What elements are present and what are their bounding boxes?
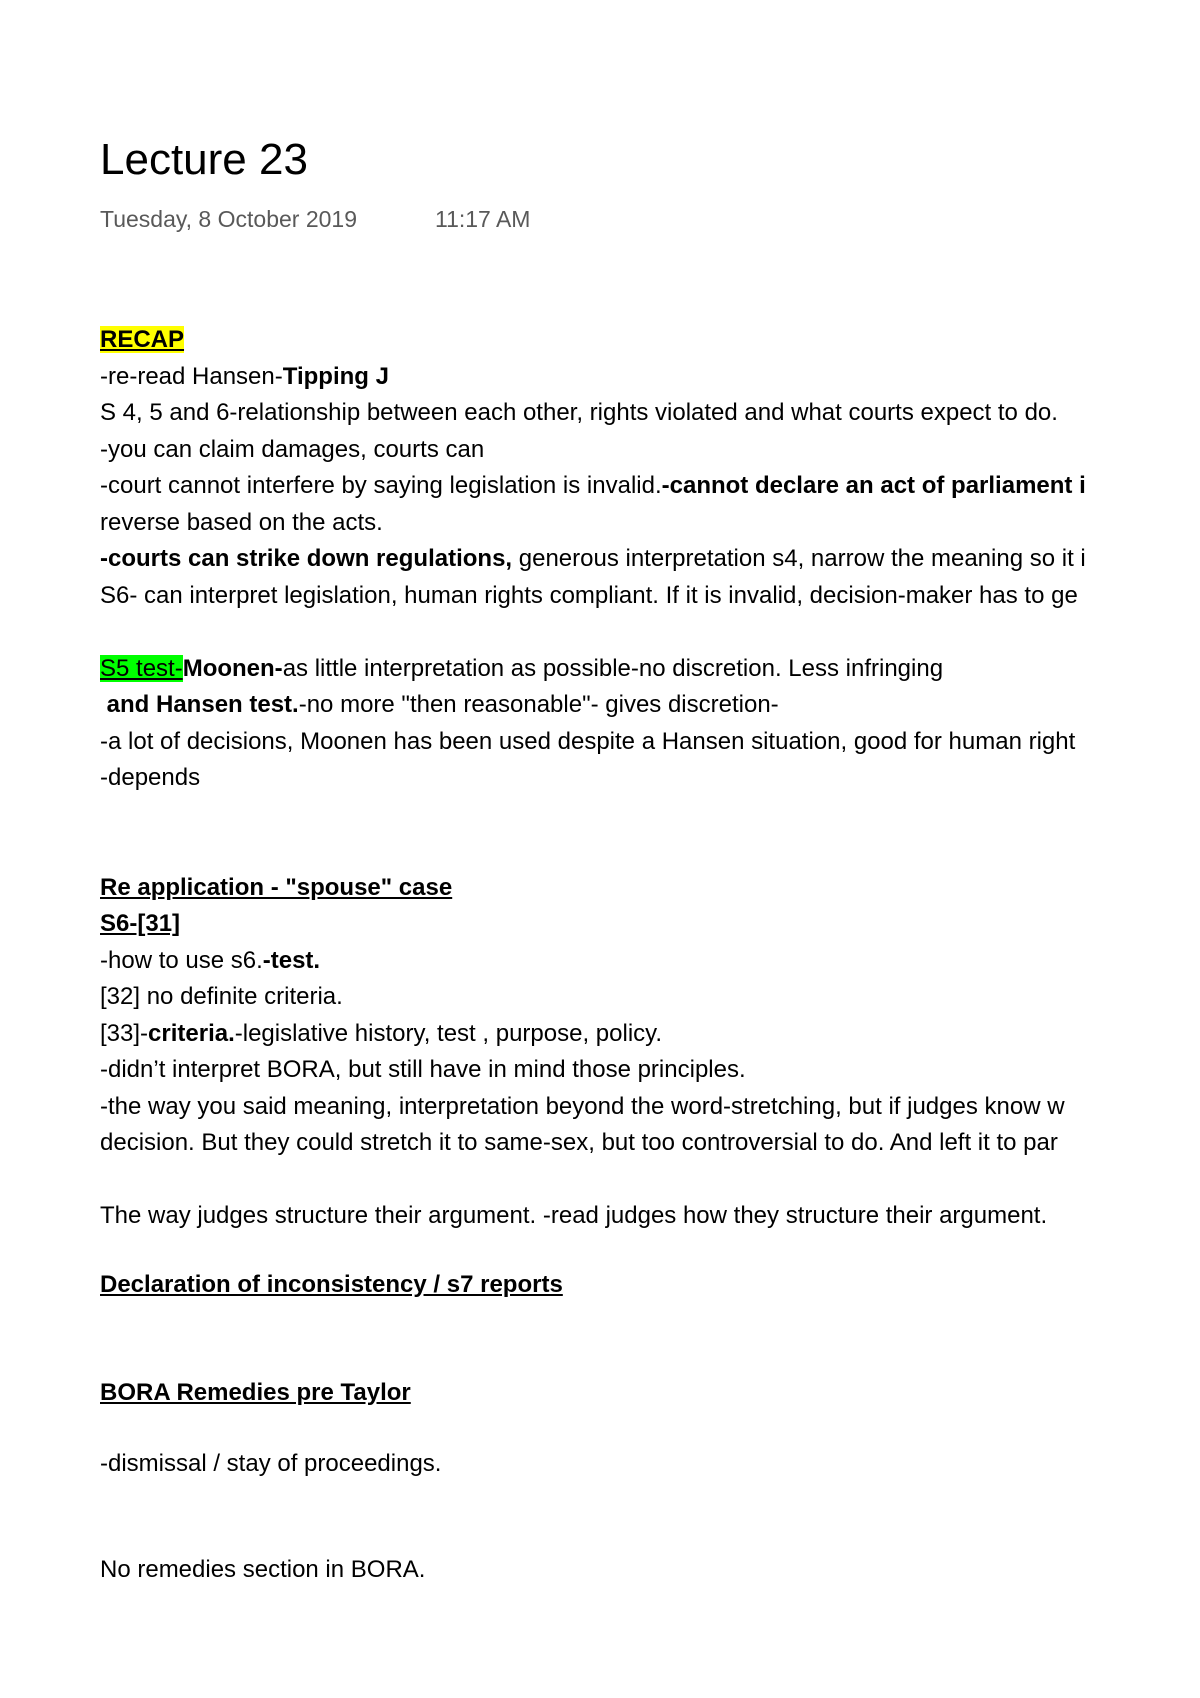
page-meta [100, 206, 531, 233]
remedies-heading: BORA Remedies pre Taylor [100, 1379, 411, 1406]
note-content [100, 322, 1200, 1589]
s5-test-label: S5 test- [100, 654, 183, 682]
note-line: reverse based on the acts. [100, 508, 383, 536]
note-line: -courts can strike down regulations, generous interpretation s4, narrow the meaning so it i [100, 545, 1086, 572]
declaration-heading: Declaration of inconsistency / s7 reports [100, 1270, 563, 1298]
note-line: decision. But they could stretch it to same-sex, but too controversial to do. And left it to par [100, 1129, 1058, 1156]
note-line: -the way you said meaning, interpretation beyond the word-stretching, but if judges know w [100, 1092, 1065, 1120]
note-line: -a lot of decisions, Moonen has been used despite a Hansen situation, good for human right [100, 727, 1076, 755]
page-date: Tuesday, 8 October 2019 [100, 206, 357, 232]
note-line: S 4, 5 and 6-relationship between each other, rights violated and what courts expect to do. [100, 399, 1058, 426]
note-line: and Hansen test.-no more "then reasonable"- gives discretion- [100, 691, 779, 718]
note-line: -court cannot interfere by saying legislation is invalid.-cannot declare an act of parliament i [100, 472, 1086, 499]
note-line: -dismissal / stay of proceedings. [100, 1449, 442, 1477]
note-line: S6- can interpret legislation, human rights compliant. If it is invalid, decision-maker has to ge [100, 581, 1078, 609]
note-line: The way judges structure their argument. -read judges how they structure their argument. [100, 1202, 1048, 1229]
note-line: -depends [100, 764, 201, 791]
note-line: -you can claim damages, courts can [100, 435, 485, 463]
page-title: Lecture 23 [100, 135, 308, 184]
recap-heading: RECAP [100, 326, 185, 353]
s6-subheading: S6-[31] [100, 910, 181, 937]
note-line: [32] no definite criteria. [100, 983, 343, 1010]
note-line: No remedies section in BORA. [100, 1556, 426, 1583]
page-time: 11:17 AM [435, 206, 531, 232]
re-application-heading: Re application - "spouse" case [100, 873, 453, 901]
note-line: S5 test-Moonen-as little interpretation as possible-no discretion. Less infringing [100, 654, 944, 682]
note-line: -didn’t interpret BORA, but still have in mind those principles. [100, 1056, 746, 1083]
note-line: [33]-criteria.-legislative history, test , purpose, policy. [100, 1019, 663, 1047]
note-line: -how to use s6.-test. [100, 946, 321, 974]
note-line: -re-read Hansen-Tipping J [100, 362, 389, 390]
